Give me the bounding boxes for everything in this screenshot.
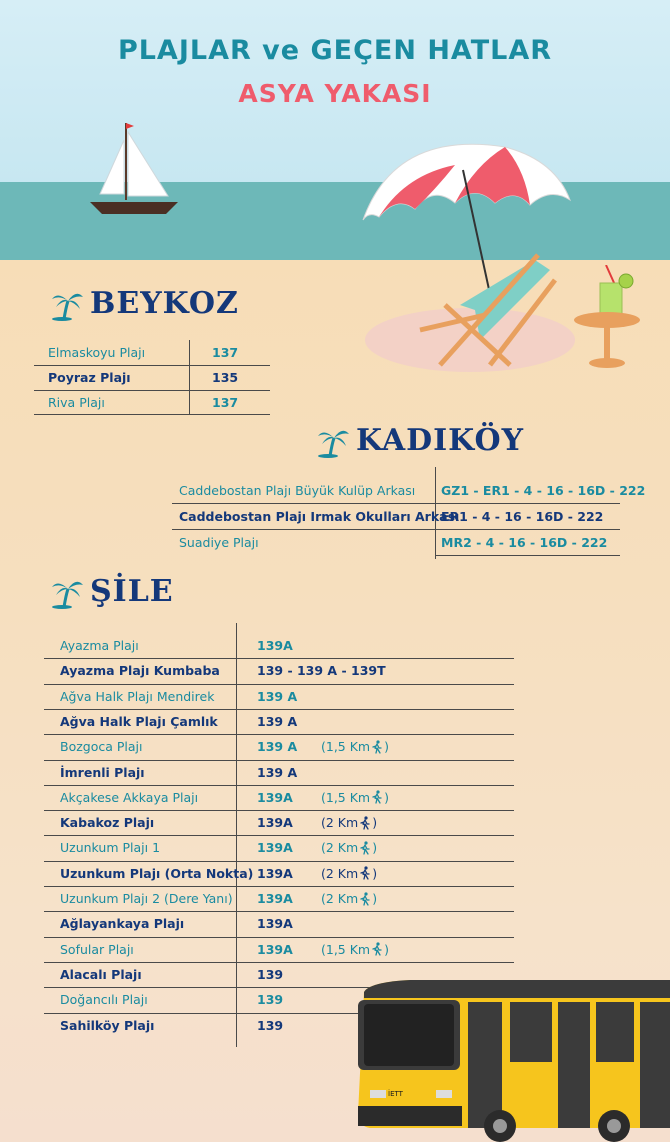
bus-lines: 139 - 139 A - 139T	[257, 663, 386, 679]
bus-lines: 139 A	[257, 688, 298, 704]
beach-name: Ayazma Plajı	[60, 638, 139, 653]
palm-tree-icon	[50, 575, 84, 609]
walking-distance: (2 Km )	[321, 840, 378, 856]
table-row	[44, 684, 514, 709]
beach-name: Uzunkum Plajı 2 (Dere Yanı)	[60, 891, 233, 906]
beach-name: Sahilköy Plajı	[60, 1017, 155, 1033]
beach-name: Ağva Halk Plajı Çamlık	[60, 713, 218, 729]
table-row	[34, 365, 270, 390]
bus-logo: İETT	[388, 1090, 403, 1098]
bus-lines: 139	[257, 966, 284, 982]
bus-lines: GZ1 - ER1 - 4 - 16 - 16D - 222	[441, 483, 646, 498]
walking-distance: (2 Km )	[321, 865, 378, 881]
page-title: PLAJLAR ve GEÇEN HATLAR	[117, 35, 553, 66]
walking-distance: (2 Km )	[321, 891, 378, 906]
beach-name: Riva Plajı	[48, 395, 105, 410]
region-kadikoy	[316, 423, 524, 458]
bus-lines: 139A	[257, 891, 293, 906]
table-row	[44, 810, 514, 835]
distance-text: (2 Km	[321, 815, 359, 831]
bus-lines: 139 A	[257, 739, 298, 755]
walking-distance: (1,5 Km )	[321, 941, 389, 957]
bus-lines: 139A	[257, 789, 293, 805]
bus-lines: ER1 - 4 - 16 - 16D - 222	[441, 509, 604, 524]
beykoz-table	[34, 340, 270, 415]
table-row	[44, 760, 514, 785]
bus-lines: 139 A	[257, 764, 298, 780]
walking-person-icon	[371, 740, 383, 754]
walking-person-icon	[359, 816, 371, 830]
beach-name: Doğancılı Plajı	[60, 992, 148, 1008]
beach-name: Bozgoca Plajı	[60, 739, 143, 755]
bus-lines: 139	[257, 1017, 284, 1033]
sailboat-icon	[88, 118, 188, 218]
beach-name: Caddebostan Plajı Irmak Okulları Arkası	[179, 509, 460, 524]
table-row	[44, 911, 514, 936]
bus-lines: MR2 - 4 - 16 - 16D - 222	[441, 535, 608, 550]
bus-lines: 139A	[257, 638, 293, 653]
region-sile	[50, 574, 174, 609]
region-name: KADIKÖY	[356, 423, 525, 458]
table-row	[44, 835, 514, 860]
palm-tree-icon	[50, 287, 84, 321]
walking-person-icon	[359, 866, 371, 880]
kadikoy-table	[172, 477, 646, 557]
beach-name: Sofular Plajı	[60, 941, 134, 957]
cocktail-icon	[570, 265, 645, 375]
beach-chair-icon	[360, 245, 580, 385]
walking-distance: (2 Km )	[321, 815, 378, 831]
table-row	[44, 886, 514, 911]
palm-tree-icon	[316, 424, 350, 458]
beach-name: Suadiye Plajı	[179, 535, 259, 550]
distance-text: (1,5 Km	[321, 941, 371, 957]
bus-lines: 137	[212, 395, 239, 410]
beach-name: Akçakese Akkaya Plajı	[60, 789, 199, 805]
table-row	[44, 861, 514, 886]
walking-person-icon	[359, 892, 371, 906]
table-row	[44, 633, 514, 658]
table-row	[44, 734, 514, 759]
distance-text: (2 Km	[321, 840, 359, 856]
beach-name: Poyraz Plajı	[48, 370, 131, 385]
beach-name: Ağlayankaya Plajı	[60, 916, 185, 932]
bus-lines: 139A	[257, 941, 293, 957]
beach-name: Alacalı Plajı	[60, 966, 142, 982]
table-row	[44, 937, 514, 962]
bus-lines: 135	[212, 370, 239, 385]
bus-icon	[350, 978, 670, 1142]
beach-name: Uzunkum Plajı 1	[60, 840, 161, 856]
distance-text: (2 Km	[321, 891, 359, 906]
region-name: ŞİLE	[90, 574, 174, 609]
page-subtitle: ASYA YAKASI	[238, 79, 432, 108]
walking-person-icon	[359, 841, 371, 855]
region-beykoz	[50, 286, 239, 321]
bus-lines: 139A	[257, 840, 293, 856]
bus-lines: 139A	[257, 865, 293, 881]
beach-name: İmrenli Plajı	[60, 764, 145, 780]
table-row	[172, 530, 620, 555]
bus-lines: 139 A	[257, 713, 298, 729]
table-row	[172, 478, 646, 503]
bus-lines: 139A	[257, 916, 293, 932]
beach-name: Kabakoz Plajı	[60, 815, 155, 831]
beach-name: Ayazma Plajı Kumbaba	[60, 663, 220, 679]
distance-text: (2 Km	[321, 865, 359, 881]
walking-person-icon	[371, 790, 383, 804]
table-row	[172, 504, 620, 529]
table-row	[34, 390, 270, 415]
beach-name: Uzunkum Plajı (Orta Nokta)	[60, 865, 254, 881]
beach-name: Ağva Halk Plajı Mendirek	[60, 688, 215, 704]
walking-person-icon	[371, 942, 383, 956]
distance-text: (1,5 Km	[321, 789, 371, 805]
distance-text: (1,5 Km	[321, 739, 371, 755]
beach-name: Elmaskoyu Plajı	[48, 345, 146, 360]
bus-lines: 139	[257, 992, 284, 1008]
table-row	[34, 340, 270, 365]
table-row	[44, 658, 514, 683]
bus-lines: 139A	[257, 815, 293, 831]
table-row	[44, 785, 514, 810]
walking-distance: (1,5 Km )	[321, 789, 389, 805]
table-row	[44, 709, 514, 734]
region-name: BEYKOZ	[90, 286, 239, 321]
bus-lines: 137	[212, 345, 239, 360]
beach-name: Caddebostan Plajı Büyük Kulüp Arkası	[179, 483, 416, 498]
walking-distance: (1,5 Km )	[321, 739, 389, 755]
